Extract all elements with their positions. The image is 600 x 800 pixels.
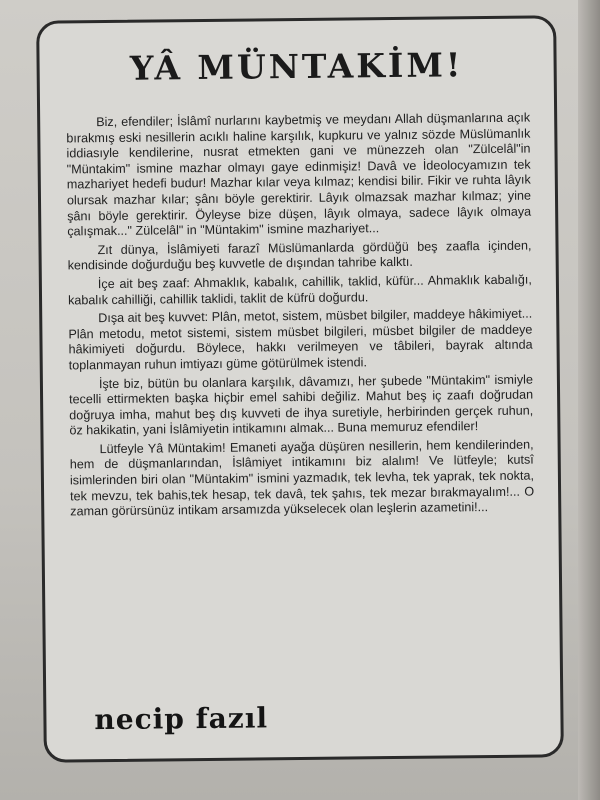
paragraph-1: Biz, efendiler; İslâmî nurlarını kaybetmiş ve meydanı Allah düşmanlarına açık bırakmış eski nesillerin acıklı haline karşılık, kupkuru ve yalnız sözde Müslümanlık iddiasıyle kendilerine, nusrat etmekten gani ve münezzeh olan "Zülcelâl"in "Müntakim" ismine mazhar olmayı gaye edinmişiz! Davâ ve İdeolocyamızın tek mazhariyet hedefi budur! Mazhar kılar veya kılmaz; kendisi bilir. Fikir ve ruhta lâyık olursak mazhar kılar; şânı böyle gerektirir. Lâyık olmazsak mazhar kılmaz; yine şânı böyle gerektirir. Öyleyse bize düşen, lâyık olmaya, sadece lâyık olmaya çalışmak..." Zülcelâl" in "Müntakim" ismine mazhariyet... (66, 110, 532, 239)
page-edge-shadow (578, 0, 600, 800)
paragraph-2: Zıt dünya, İslâmiyeti farazî Müslümanlarda gördüğü beş zaafla içinden, kendisinde doğurduğu beş kuvvetle de dışından tahribe kalktı. (67, 238, 532, 273)
article-frame (36, 15, 564, 762)
paragraph-6: Lütfeyle Yâ Müntakim! Emaneti ayağa düşüren nesillerin, hem kendilerinden, hem de düşmanlarından, İslâmiyet intikamını biz alalım! Ve lütfeyle; kutsî isimlerinden biri olan "Müntakim" ismini yazmadık, tek levha, tek yaprak, tek nokta, tek mevzu, tek bahis,tek hesap, tek davâ, tek şahıs, tek mezar bırakmayalım!... O zaman görürsünüz intikam arsamızda yükselecek olan leşlerin azametini!... (69, 437, 535, 519)
author-signature: necip fazıl (94, 701, 269, 737)
article-body (66, 111, 534, 524)
paragraph-5: İşte biz, bütün bu olanlara karşılık, dâvamızı, her şubede "Müntakim" ismiyle tecelli ettirmekten başka hiçbir emel sahibi değiliz. Mahut beş iç zaafı doğrudan doğruya imha, mahut beş dış kuvveti de ihya suretiyle, herbirinden gerçek ruhun, öz hakikatin, yani İslâmiyetin intikamını almak... Buna memuruz efendiler! (69, 372, 534, 438)
article-title: YÂ MÜNTAKİM! (129, 45, 464, 88)
paragraph-3: İçe ait beş zaaf: Ahmaklık, kabalık, cahillik, taklid, küfür... Ahmaklık kabalığı, kabalık cahilliği, cahillik taklidi, taklit de küfrü doğurdu. (67, 272, 532, 307)
paragraph-4: Dışa ait beş kuvvet: Plân, metot, sistem, müsbet bilgiler, maddeye hâkimiyet... Plân metodu, metot sistemi, sistem müsbet bilgileri, müsbet bilgiler de maddeye hâkimiyeti doğurdu. Böylece, hakkı verilmeyen ve tâbileri, bayrak altında toplanmayan ruhun imtiyazı güme götürülmek istendi. (68, 306, 533, 373)
